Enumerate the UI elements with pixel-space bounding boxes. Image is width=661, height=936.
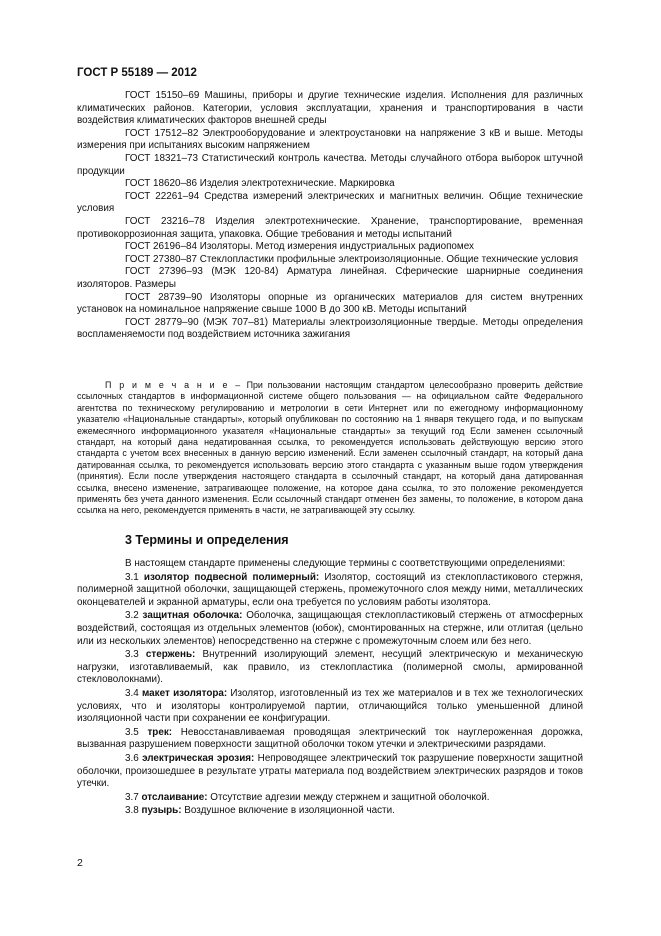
term-number: 3.2 bbox=[125, 610, 139, 622]
term-definition: Изолятор, изготовленный из тех же материалов и в тех же технологических условиях, что и изоляторы контролируемой партии, отличающийся только уменьшенной длиной изоляционной части при сохранении ее конфигурации. bbox=[77, 687, 583, 725]
term-entry bbox=[77, 649, 583, 687]
reference-item: ГОСТ 18620–86 Изделия электротехнические. Маркировка bbox=[125, 178, 395, 190]
term-entry bbox=[77, 727, 583, 752]
document-header: ГОСТ Р 55189 — 2012 bbox=[77, 67, 197, 79]
term-definition: Внутренний изолирующий элемент, несущий электрическую и механическую нагрузки, изготавливаемый, как правило, из стеклопластика (полимерной смолы, армированной стекловолокнами). bbox=[77, 649, 583, 686]
term-entry bbox=[77, 753, 583, 791]
term-definition: Оболочка, защищающая стеклопластиковый стержень от атмосферных воздействий, состоящая из отдельных элементов (юбок), смонтированных на стержне, или отлитая (цельно или из нескольких элементов) непосредственно на стержне с промежуточным слоем или без него. bbox=[77, 610, 583, 647]
term-definition: Отсутствие адгезии между стержнем и защитной оболочкой. bbox=[207, 791, 490, 803]
reference-item: ГОСТ 27396–93 (МЭК 120-84) Арматура линейная. Сферические шарнирные соединения изоляторов. Размеры bbox=[77, 266, 583, 290]
term-number: 3.1 bbox=[125, 571, 139, 583]
term-entry bbox=[77, 792, 583, 805]
term-number: 3.8 bbox=[125, 805, 139, 817]
term-name: электрическая эрозия: bbox=[142, 752, 255, 764]
term-name: защитная оболочка: bbox=[142, 610, 243, 622]
section-title: 3 Термины и определения bbox=[125, 533, 289, 547]
term-definition: Непроводящее электрический ток разрушение поверхности защитной оболочки, произошедшее в результате утраты материала под воздействием электрических разрядов и токов утечки. bbox=[77, 752, 583, 790]
term-entry bbox=[77, 805, 583, 818]
term-definition: Воздушное включение в изоляционной части. bbox=[181, 805, 395, 817]
term-entry bbox=[77, 610, 583, 648]
term-number: 3.6 bbox=[125, 752, 139, 764]
terms-section bbox=[77, 558, 583, 819]
term-name: пузырь: bbox=[141, 805, 182, 817]
page-number: 2 bbox=[77, 857, 83, 869]
normative-references bbox=[77, 90, 583, 342]
note-lead: П р и м е ч а н и е – bbox=[105, 380, 242, 390]
term-name: трек: bbox=[147, 726, 173, 738]
reference-item: ГОСТ 22261–94 Средства измерений электрических и магнитных величин. Общие технические условия bbox=[77, 190, 583, 215]
reference-item: ГОСТ 23216–78 Изделия электротехнические. Хранение, транспортирование, временная противокоррозионная защита, упаковка. Общие требования и методы испытаний bbox=[77, 215, 583, 240]
term-name: макет изолятора: bbox=[142, 687, 228, 699]
reference-item: ГОСТ 15150–69 Машины, приборы и другие технические изделия. Исполнения для различных климатических районов. Категории, условия эксплуатации, хранения и транспортирования в части воздействия климатических факторов внешней среды bbox=[77, 90, 583, 127]
reference-item: ГОСТ 26196–84 Изоляторы. Метод измерения индустриальных радиопомех bbox=[125, 241, 474, 253]
reference-item: ГОСТ 18321–73 Статистический контроль качества. Методы случайного отбора выборок штучной продукции bbox=[77, 152, 583, 177]
term-number: 3.3 bbox=[125, 649, 139, 661]
term-entry bbox=[77, 688, 583, 726]
term-name: изолятор подвесной полимерный: bbox=[143, 571, 320, 583]
term-name: отслаивание: bbox=[141, 791, 208, 803]
term-number: 3.7 bbox=[125, 791, 139, 803]
term-entry bbox=[77, 572, 583, 610]
note-text: При пользовании настоящим стандартом целесообразно проверить действие ссылочных стандартов в информационной системе общего пользования — на официальном сайте Федерального агентства по техническому регулированию и метрологии в сети Интернет или по ежегодному информационному указателю «Национальные стандарты», который опубликован по состоянию на 1 января текущего года, и по выпускам ежемесячного информационного указателя «Национальные стандарты» за текущий год Если заменен ссылочный стандарт, на который дана недатированная ссылка, то рекомендуется использовать действующую версию этого стандарта с учетом всех внесенных в данную версию изменений. Если заменен ссылочный стандарт, на который дана датированная ссылка, то рекомендуется использовать версию этого стандарта с указанным выше годом утверждения (принятия). Если после утверждения настоящего стандарта в ссылочный стандарт, на который дана датированная ссылка, внесено изменение, затрагивающее положение, на которое дана ссылка, то это положение рекомендуется применять без учета данного изменения. Если ссылочный стандарт отменен без замены, то положение, в котором дана ссылка на него, рекомендуется применять в части, не затрагивающей эту ссылку. bbox=[77, 380, 583, 516]
reference-item: ГОСТ 28779–90 (МЭК 707–81) Материалы электроизоляционные твердые. Методы определения воспламеняемости под воздействием источника зажигания bbox=[77, 316, 583, 341]
references-note bbox=[77, 380, 583, 517]
term-definition: Изолятор, состоящий из стеклопластикового стержня, полимерной защитной оболочки, защищающей стержень, промежуточного слоя между ними, металлических оконцевателей и экранной арматуры, если она требуется по условиям работы изолятора. bbox=[77, 571, 584, 608]
section-intro: В настоящем стандарте применены следующие термины с соответствующими определениями: bbox=[125, 558, 566, 569]
term-number: 3.5 bbox=[125, 726, 139, 738]
term-name: стержень: bbox=[145, 649, 196, 661]
reference-item: ГОСТ 27380–87 Стеклопластики профильные электроизоляционные. Общие технические условия bbox=[125, 253, 579, 265]
term-definition: Невосстанавливаемая проводящая электрический ток науглероженная дорожка, вызванная разрушением поверхности защитной оболочки током утечки и электрическими разрядами. bbox=[77, 726, 583, 751]
reference-item: ГОСТ 17512–82 Электрооборудование и электроустановки на напряжение 3 кВ и выше. Методы измерения при испытаниях высоким напряжением bbox=[77, 127, 583, 152]
reference-item: ГОСТ 28739–90 Изоляторы опорные из органических материалов для систем внутренних установок на номинальное напряжение свыше 1000 В до 300 кВ. Методы испытаний bbox=[77, 291, 583, 316]
term-number: 3.4 bbox=[125, 687, 139, 699]
